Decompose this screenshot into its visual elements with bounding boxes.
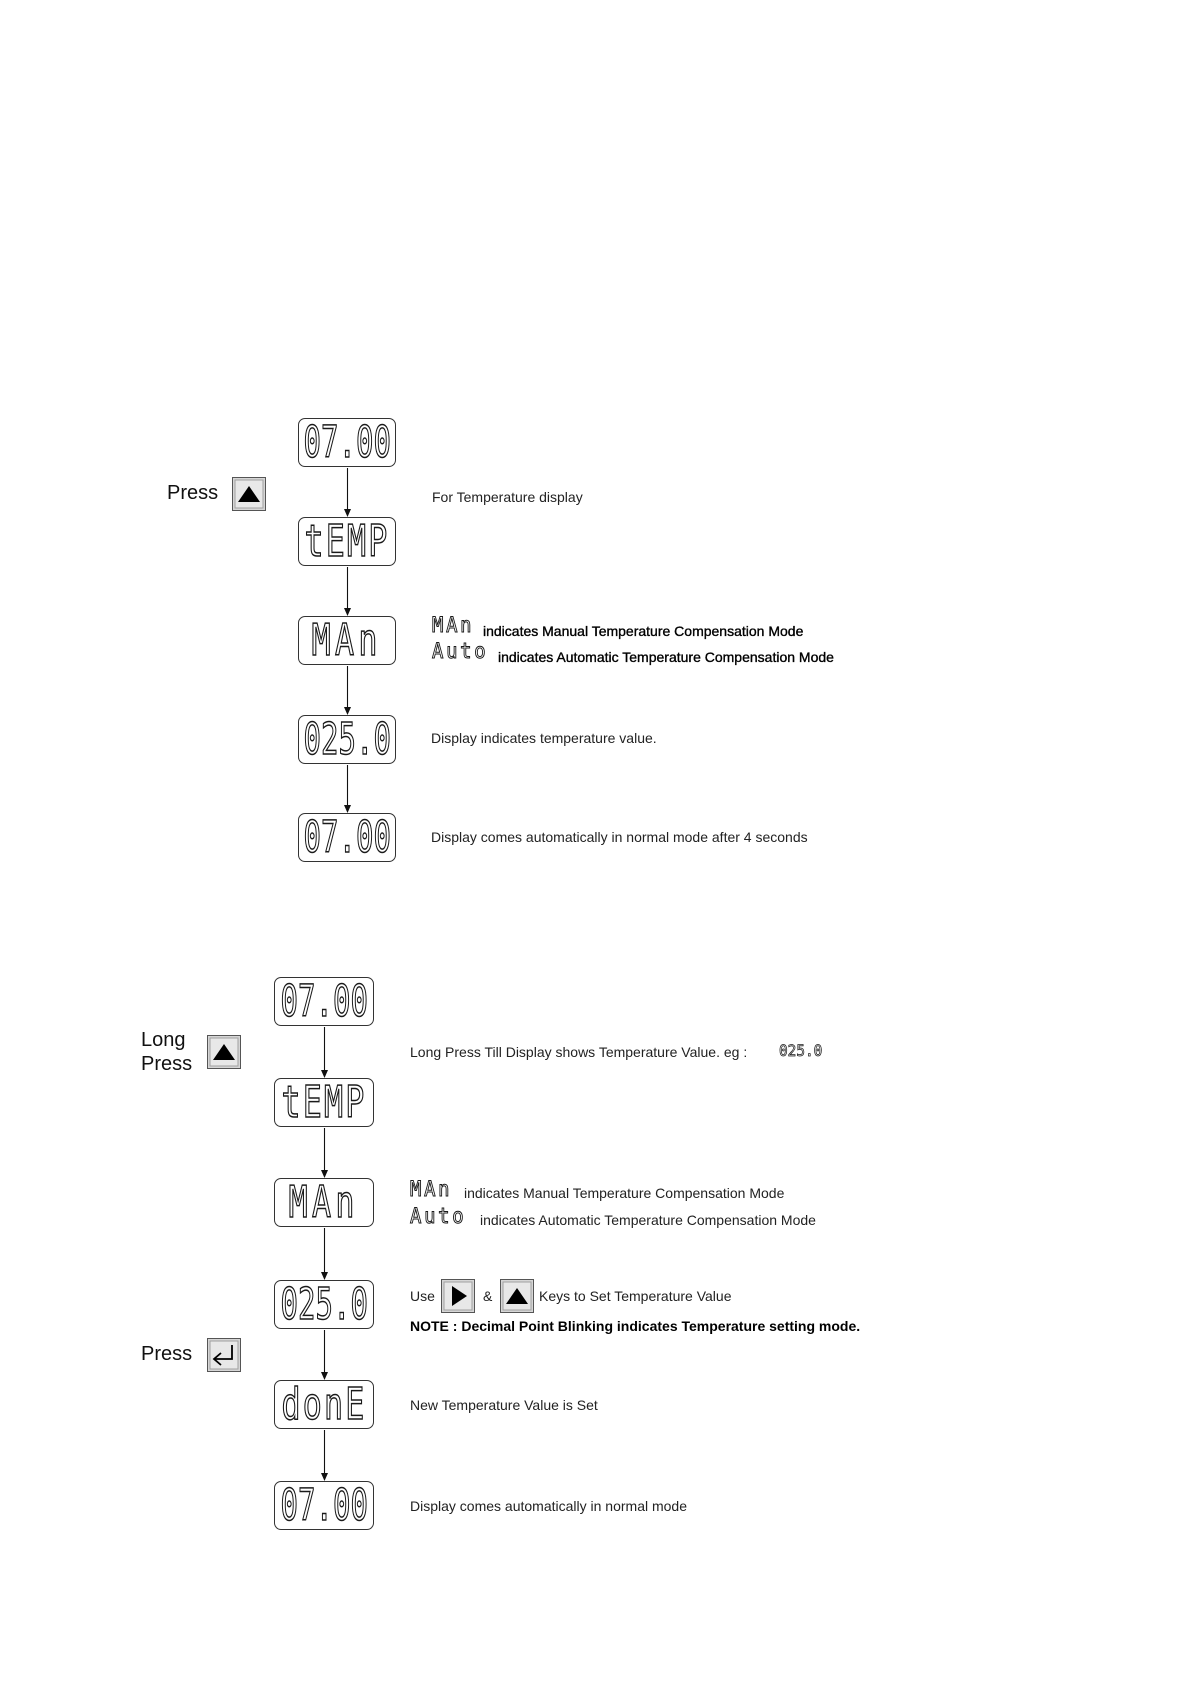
lcd-display	[298, 418, 396, 467]
note-long-press: Long Press Till Display shows Temperature Value. eg :	[410, 1044, 748, 1060]
mode-description-auto: indicates Automatic Temperature Compensation Mode	[498, 649, 834, 665]
lcd-display	[274, 1481, 374, 1530]
display-value: 07.00	[280, 977, 368, 1026]
display-value: MAn	[311, 616, 383, 665]
keys-instruction: Keys to Set Temperature Value	[539, 1288, 732, 1304]
note-value-set: New Temperature Value is Set	[410, 1397, 598, 1413]
mode-glyph-manual: MAn	[410, 1177, 453, 1201]
display-value: 025.0	[280, 1280, 368, 1329]
lcd-display	[274, 1280, 374, 1329]
press-label: Press	[141, 1343, 193, 1365]
lcd-display	[298, 715, 396, 764]
mode-glyph-auto: Auto	[432, 639, 489, 663]
example-value-glyph: 025.0	[779, 1041, 823, 1060]
flow-arrow	[344, 567, 351, 616]
up-arrow-key-icon	[207, 1035, 241, 1069]
note-temperature-display: For Temperature display	[432, 489, 583, 505]
use-label: Use	[410, 1288, 435, 1304]
flow-arrow	[344, 765, 351, 813]
note-temperature-value: Display indicates temperature value.	[431, 730, 657, 746]
long-press-label-line2: Press	[141, 1053, 193, 1075]
lcd-display	[274, 1078, 374, 1127]
flow-arrow	[321, 1027, 328, 1078]
note-decimal-point: NOTE : Decimal Point Blinking indicates Temperature setting mode.	[410, 1318, 861, 1334]
note-normal-mode: Display comes automatically in normal mode	[410, 1498, 687, 1514]
display-value: 07.00	[280, 1481, 368, 1530]
press-label: Press	[167, 482, 219, 504]
display-value: tEMP	[281, 1078, 367, 1127]
and-label: &	[483, 1288, 493, 1304]
long-press-label-line1: Long	[141, 1029, 186, 1051]
display-value: 07.00	[303, 813, 391, 862]
flow-arrow	[321, 1228, 328, 1280]
mode-description-auto: indicates Automatic Temperature Compensation Mode	[480, 1212, 816, 1228]
up-arrow-key-icon	[500, 1279, 534, 1313]
lcd-display	[298, 813, 396, 862]
up-arrow-key-icon	[232, 477, 266, 511]
lcd-display	[274, 1178, 374, 1227]
mode-description-manual: indicates Manual Temperature Compensation Mode	[483, 623, 804, 639]
lcd-display	[274, 977, 374, 1026]
flow-arrow	[321, 1430, 328, 1481]
lcd-display	[298, 517, 396, 566]
flow-arrow	[321, 1330, 328, 1380]
lcd-display	[298, 616, 396, 665]
mode-glyph-manual: MAn	[432, 613, 475, 637]
display-value: 025.0	[303, 715, 391, 764]
display-value: donE	[281, 1380, 367, 1429]
display-value: MAn	[288, 1178, 360, 1227]
lcd-display	[274, 1380, 374, 1429]
flow-arrow	[344, 468, 351, 517]
right-arrow-key-icon	[441, 1279, 475, 1313]
display-value: tEMP	[304, 517, 390, 566]
enter-key-icon	[207, 1338, 241, 1372]
mode-glyph-auto: Auto	[410, 1204, 467, 1228]
flow-arrow	[321, 1128, 328, 1178]
display-value: 07.00	[303, 418, 391, 467]
mode-description-manual: indicates Manual Temperature Compensation Mode	[464, 1185, 785, 1201]
note-normal-mode: Display comes automatically in normal mode after 4 seconds	[431, 829, 808, 845]
flow-arrow	[344, 666, 351, 715]
